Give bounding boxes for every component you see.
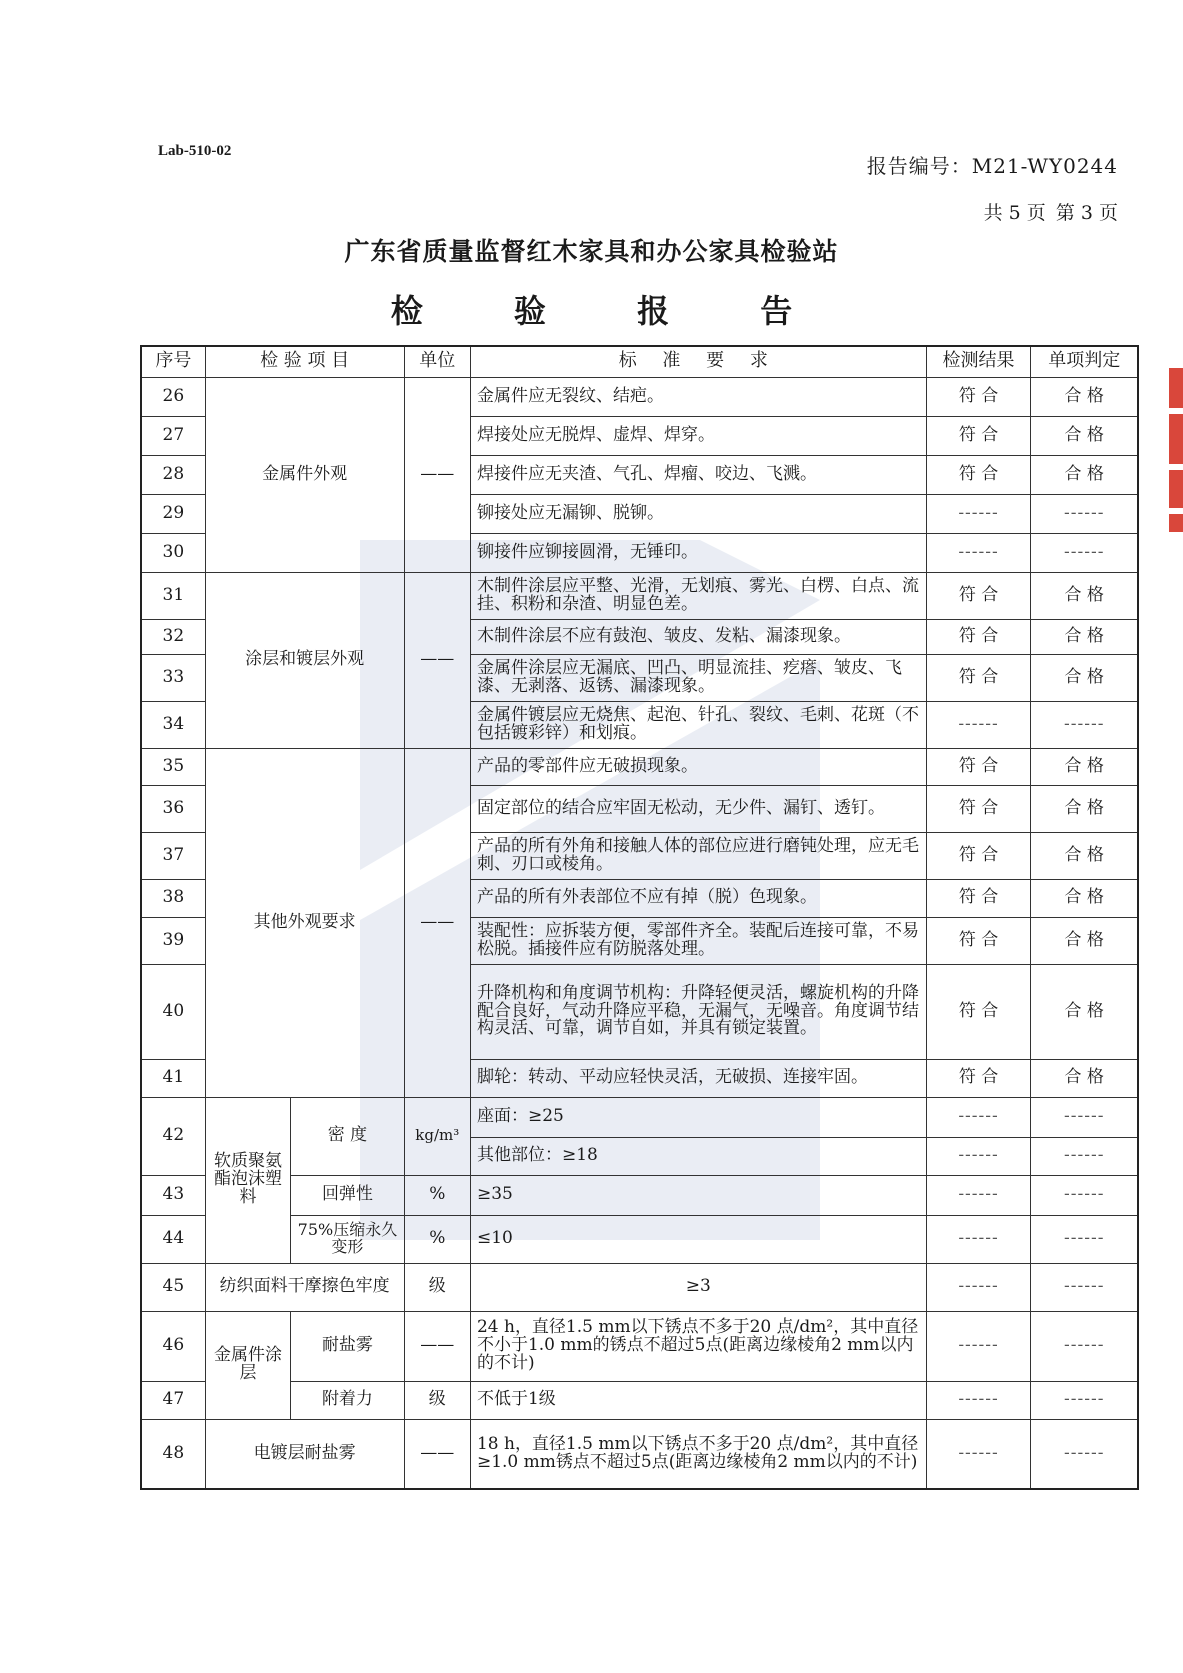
standard-cell: 脚轮：转动、平动应轻快灵活，无破损、连接牢固。 — [470, 1059, 926, 1097]
table-row — [141, 1419, 1138, 1489]
unit-cell: —— — [404, 748, 470, 1097]
result-cell: 符 合 — [926, 748, 1031, 785]
verdict-cell: 合 格 — [1031, 832, 1138, 879]
col-header-standard: 标 准 要 求 — [470, 346, 926, 377]
standard-cell: 产品的所有外表部位不应有掉（脱）色现象。 — [470, 879, 926, 917]
standard-cell: 产品的零部件应无破损现象。 — [470, 748, 926, 785]
row-no: 43 — [141, 1175, 205, 1215]
verdict-cell: ------ — [1031, 1137, 1138, 1175]
result-cell: ------ — [926, 701, 1031, 748]
result-cell: 符 合 — [926, 1059, 1031, 1097]
result-cell: 符 合 — [926, 917, 1031, 964]
row-no: 28 — [141, 455, 205, 494]
row-no: 32 — [141, 619, 205, 654]
result-cell: 符 合 — [926, 832, 1031, 879]
station-name: 广东省质量监督红木家具和办公家具检验站 — [344, 237, 839, 266]
unit-cell: —— — [404, 1311, 470, 1381]
verdict-cell: 合 格 — [1031, 785, 1138, 832]
row-no: 29 — [141, 494, 205, 533]
item-group: 涂层和镀层外观 — [205, 572, 404, 748]
standard-cell: 木制件涂层不应有鼓泡、皱皮、发粘、漏漆现象。 — [470, 619, 926, 654]
standard-cell: 金属件镀层应无烧焦、起泡、针孔、裂纹、毛刺、花斑（不包括镀彩锌）和划痕。 — [470, 701, 926, 748]
verdict-cell: 合 格 — [1031, 748, 1138, 785]
standard-cell: 其他部位：≥18 — [470, 1137, 926, 1175]
table-row — [141, 1175, 1138, 1215]
item-subgroup: 附着力 — [291, 1381, 404, 1419]
document-code: Lab-510-02 — [158, 143, 232, 159]
row-no: 36 — [141, 785, 205, 832]
standard-cell: ≥3 — [470, 1263, 926, 1311]
result-cell: 符 合 — [926, 572, 1031, 619]
result-cell: 符 合 — [926, 879, 1031, 917]
row-no: 30 — [141, 533, 205, 572]
unit-cell: —— — [404, 377, 470, 572]
item-group: 其他外观要求 — [205, 748, 404, 1097]
standard-cell: 焊接处应无脱焊、虚焊、焊穿。 — [470, 416, 926, 455]
unit-cell: 级 — [404, 1381, 470, 1419]
result-cell: ------ — [926, 1137, 1031, 1175]
result-cell: 符 合 — [926, 654, 1031, 701]
table-row — [141, 377, 1138, 416]
result-cell: ------ — [926, 1263, 1031, 1311]
verdict-cell: ------ — [1031, 1381, 1138, 1419]
row-no: 40 — [141, 964, 205, 1059]
row-no: 46 — [141, 1311, 205, 1381]
total-pages: 共 5 页 — [983, 202, 1046, 224]
verdict-cell: ------ — [1031, 1311, 1138, 1381]
table-row — [141, 1311, 1138, 1381]
row-no: 35 — [141, 748, 205, 785]
verdict-cell: 合 格 — [1031, 572, 1138, 619]
standard-cell: 18 h，直径1.5 mm以下锈点不多于20 点/dm²，其中直径≥1.0 mm锈点不超过5点(距离边缘棱角2 mm以内的不计) — [470, 1419, 926, 1489]
verdict-cell: 合 格 — [1031, 1059, 1138, 1097]
col-header-verdict: 单项判定 — [1031, 346, 1138, 377]
standard-cell: 木制件涂层应平整、光滑，无划痕、雾光、白楞、白点、流挂、积粉和杂渣、明显色差。 — [470, 572, 926, 619]
red-stamp-edge — [1169, 368, 1183, 583]
verdict-cell: ------ — [1031, 1215, 1138, 1263]
result-cell: ------ — [926, 1175, 1031, 1215]
result-cell: ------ — [926, 533, 1031, 572]
row-no: 27 — [141, 416, 205, 455]
item-subgroup: 75%压缩永久变形 — [291, 1215, 404, 1263]
row-no: 42 — [141, 1097, 205, 1175]
table-row — [141, 572, 1138, 619]
row-no: 41 — [141, 1059, 205, 1097]
col-header-no: 序号 — [141, 346, 205, 377]
row-no: 26 — [141, 377, 205, 416]
standard-cell: 金属件应无裂纹、结疤。 — [470, 377, 926, 416]
verdict-cell: ------ — [1031, 533, 1138, 572]
standard-cell: 产品的所有外角和接触人体的部位应进行磨钝处理，应无毛刺、刃口或棱角。 — [470, 832, 926, 879]
verdict-cell: ------ — [1031, 1175, 1138, 1215]
verdict-cell: ------ — [1031, 1419, 1138, 1489]
result-cell: ------ — [926, 1381, 1031, 1419]
standard-cell: ≤10 — [470, 1215, 926, 1263]
item-subgroup: 耐盐雾 — [291, 1311, 404, 1381]
table-row — [141, 748, 1138, 785]
table-row — [141, 1263, 1138, 1311]
item-group: 金属件涂层 — [205, 1311, 291, 1419]
table-row — [141, 1215, 1138, 1263]
verdict-cell: ------ — [1031, 1263, 1138, 1311]
unit-cell: 级 — [404, 1263, 470, 1311]
verdict-cell: 合 格 — [1031, 455, 1138, 494]
row-no: 38 — [141, 879, 205, 917]
verdict-cell: 合 格 — [1031, 917, 1138, 964]
result-cell: 符 合 — [926, 377, 1031, 416]
row-no: 48 — [141, 1419, 205, 1489]
row-no: 31 — [141, 572, 205, 619]
standard-cell: ≥35 — [470, 1175, 926, 1215]
verdict-cell: ------ — [1031, 701, 1138, 748]
standard-cell: 升降机构和角度调节机构：升降轻便灵活，螺旋机构的升降配合良好，气动升降应平稳，无漏气，无噪音。角度调节结构灵活、可靠，调节自如，并具有锁定装置。 — [470, 964, 926, 1059]
row-no: 33 — [141, 654, 205, 701]
report-number: 报告编号：M21-WY0244 — [866, 154, 1118, 178]
verdict-cell: 合 格 — [1031, 416, 1138, 455]
row-no: 39 — [141, 917, 205, 964]
inspection-table — [140, 345, 1139, 1490]
standard-cell: 24 h，直径1.5 mm以下锈点不多于20 点/dm²，其中直径不小于1.0 mm的锈点不超过5点(距离边缘棱角2 mm以内的不计) — [470, 1311, 926, 1381]
item-subgroup: 密 度 — [291, 1097, 404, 1175]
result-cell: 符 合 — [926, 964, 1031, 1059]
unit-cell: kg/m³ — [404, 1097, 470, 1175]
result-cell: 符 合 — [926, 785, 1031, 832]
verdict-cell: ------ — [1031, 494, 1138, 533]
standard-cell: 固定部位的结合应牢固无松动，无少件、漏钉、透钉。 — [470, 785, 926, 832]
result-cell: 符 合 — [926, 619, 1031, 654]
standard-cell: 焊接件应无夹渣、气孔、焊瘤、咬边、飞溅。 — [470, 455, 926, 494]
table-header — [141, 346, 1138, 377]
col-header-unit: 单位 — [404, 346, 470, 377]
row-no: 47 — [141, 1381, 205, 1419]
unit-cell: —— — [404, 1419, 470, 1489]
result-cell: ------ — [926, 1311, 1031, 1381]
standard-cell: 铆接处应无漏铆、脱铆。 — [470, 494, 926, 533]
standard-cell: 铆接件应铆接圆滑，无锤印。 — [470, 533, 926, 572]
result-cell: 符 合 — [926, 455, 1031, 494]
verdict-cell: 合 格 — [1031, 619, 1138, 654]
unit-cell: % — [404, 1215, 470, 1263]
item-group: 金属件外观 — [205, 377, 404, 572]
result-cell: 符 合 — [926, 416, 1031, 455]
unit-cell: % — [404, 1175, 470, 1215]
row-no: 37 — [141, 832, 205, 879]
col-header-result: 检测结果 — [926, 346, 1031, 377]
verdict-cell: ------ — [1031, 1097, 1138, 1137]
item-group: 软质聚氨酯泡沫塑料 — [205, 1097, 291, 1263]
col-header-item: 检 验 项 目 — [205, 346, 404, 377]
result-cell: ------ — [926, 494, 1031, 533]
page-number: 第 3 页 — [1055, 202, 1118, 224]
report-title: 检 验 报 告 — [390, 292, 833, 330]
table-row — [141, 1381, 1138, 1419]
result-cell: ------ — [926, 1215, 1031, 1263]
verdict-cell: 合 格 — [1031, 654, 1138, 701]
item-group: 纺织面料干摩擦色牢度 — [205, 1263, 404, 1311]
unit-cell: —— — [404, 572, 470, 748]
table-row — [141, 1097, 1138, 1137]
page-info — [980, 198, 1118, 225]
row-no: 45 — [141, 1263, 205, 1311]
row-no: 34 — [141, 701, 205, 748]
verdict-cell: 合 格 — [1031, 964, 1138, 1059]
standard-cell: 座面：≥25 — [470, 1097, 926, 1137]
verdict-cell: 合 格 — [1031, 879, 1138, 917]
row-no: 44 — [141, 1215, 205, 1263]
verdict-cell: 合 格 — [1031, 377, 1138, 416]
standard-cell: 装配性：应拆装方便，零部件齐全。装配后连接可靠，不易松脱。插接件应有防脱落处理。 — [470, 917, 926, 964]
standard-cell: 不低于1级 — [470, 1381, 926, 1419]
standard-cell: 金属件涂层应无漏底、凹凸、明显流挂、疙瘩、皱皮、飞漆、无剥落、返锈、漏漆现象。 — [470, 654, 926, 701]
item-group: 电镀层耐盐雾 — [205, 1419, 404, 1489]
item-subgroup: 回弹性 — [291, 1175, 404, 1215]
result-cell: ------ — [926, 1419, 1031, 1489]
result-cell: ------ — [926, 1097, 1031, 1137]
